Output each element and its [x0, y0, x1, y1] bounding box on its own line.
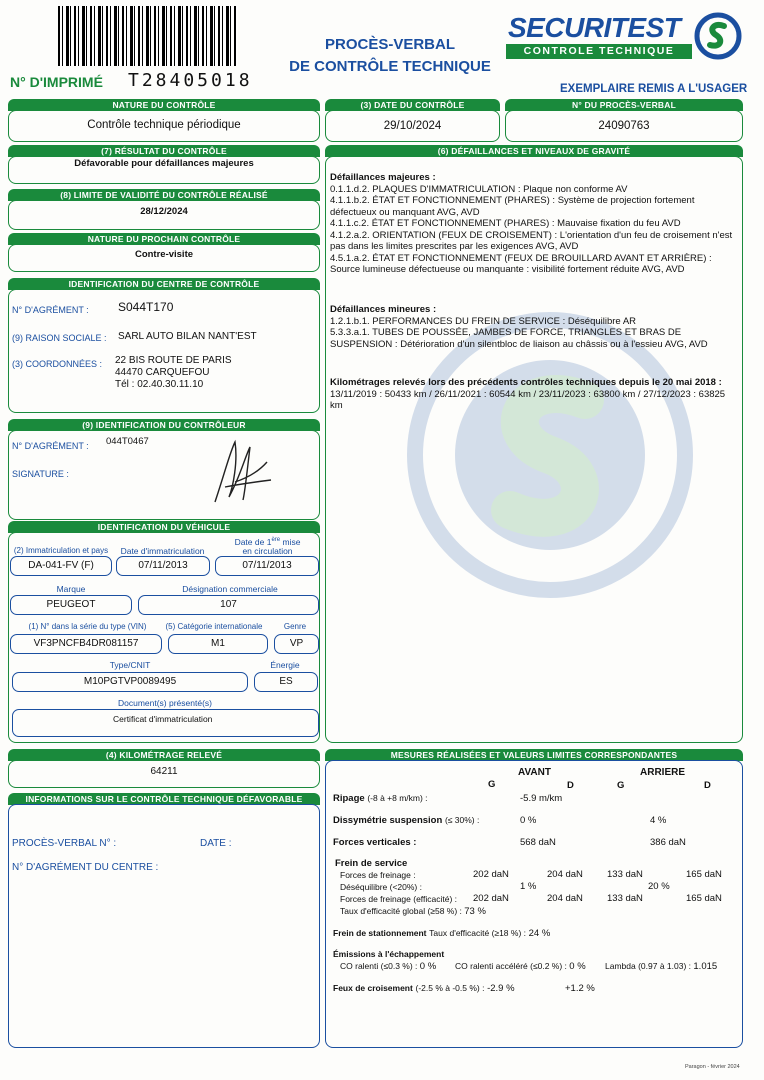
defaillances-mineures	[330, 304, 738, 350]
centre-agrement: S044T170	[118, 300, 174, 314]
vehicule-header: IDENTIFICATION DU VÉHICULE	[8, 521, 320, 533]
marque-label: Marque	[56, 584, 86, 594]
immat-label: (2) Immatriculation et pays	[13, 546, 109, 555]
majeure-item: 4.1.1.c.2. ÉTAT ET FONCTIONNEMENT (PHARES) : Mauvaise fixation du feu AVD	[330, 218, 681, 229]
doc-number: T28405018	[128, 70, 253, 91]
controleur-header: (9) IDENTIFICATION DU CONTRÔLEUR	[8, 419, 320, 431]
designation-field: 107	[138, 595, 319, 615]
date-value: 29/10/2024	[383, 120, 442, 132]
co-value: 0 %	[419, 961, 437, 972]
infos-header: INFORMATIONS SUR LE CONTRÔLE TECHNIQUE DÉFAVORABLE	[8, 793, 320, 805]
nature-header: NATURE DU CONTRÔLE	[8, 99, 320, 111]
centre-coord-label: (3) COORDONNÉES :	[12, 359, 103, 369]
type-field: M10PGTVP0089495	[12, 672, 248, 692]
cat-label: (5) Catégorie internationale	[165, 622, 263, 631]
mineure-item: 1.2.1.b.1. PERFORMANCES DU FREIN DE SERVICE : Déséquilibre AR	[330, 315, 637, 327]
majeure-item: 0.1.1.d.2. PLAQUES D'IMMATRICULATION : Plaque non conforme AV	[330, 183, 628, 195]
infos-date-label: DATE :	[200, 838, 232, 849]
mesures-header: MESURES RÉALISÉES ET VALEURS LIMITES CORRESPONDANTES	[325, 749, 743, 761]
lambda-value: 1.015	[693, 961, 718, 972]
date-immat-field: 07/11/2013	[116, 556, 210, 576]
ff-label: Forces de freinage :	[340, 870, 416, 880]
co-row	[340, 961, 436, 972]
defaillances-majeures	[330, 172, 738, 276]
ff-avg: 202 daN	[473, 869, 509, 880]
fv-av: 568 daN	[520, 837, 556, 848]
controleur-agrement: 044T0467	[106, 436, 149, 447]
taux-value: 73 %	[464, 906, 486, 917]
signature-image	[205, 432, 275, 515]
col-d-av: D	[567, 780, 574, 791]
emis-title: Émissions à l'échappement	[333, 949, 445, 959]
ripage-label: Ripage	[333, 793, 365, 804]
docs-value: Certificat d'immatriculation	[113, 714, 213, 724]
stat-value: 24 %	[528, 928, 551, 939]
date-header: (3) DATE DU CONTRÔLE	[325, 99, 500, 111]
next-header: NATURE DU PROCHAIN CONTRÔLE	[8, 233, 320, 245]
feux-limit: (-2.5 % à -0.5 %) :	[415, 983, 485, 993]
dissy-ar: 4 %	[650, 815, 667, 826]
coa-value: 0 %	[569, 961, 586, 972]
copy-note: EXEMPLAIRE REMIS A L'USAGER	[560, 83, 748, 95]
pv-number-value: 24090763	[598, 120, 650, 132]
defaillances-header: (6) DÉFAILLANCES ET NIVEAUX DE GRAVITÉ	[325, 145, 743, 157]
majeures-title: Défaillances majeures :	[330, 172, 436, 183]
mineures-title: Défaillances mineures :	[330, 304, 437, 315]
majeure-item: 4.5.1.a.2. ÉTAT ET FONCTIONNEMENT (FEUX DE BROUILLARD AVANT ET ARRIÈRE) : Source lumineuse défectueuse ou manquante : visibilité fortement réduite AVG, AVD	[330, 252, 712, 275]
centre-header: IDENTIFICATION DU CENTRE DE CONTRÔLE	[8, 278, 320, 290]
ripage-limit: (-8 à +8 m/km) :	[367, 793, 428, 803]
infos-pv-label: PROCÈS-VERBAL N° :	[12, 838, 117, 849]
immat-field: DA-041-FV (F)	[10, 556, 112, 576]
stat-label: Taux d'efficacité (≥18 %) :	[429, 928, 526, 938]
marque-field: PEUGEOT	[10, 595, 132, 615]
arriere-header: ARRIERE	[640, 767, 686, 778]
result-value: Défavorable pour défaillances majeures	[74, 158, 254, 169]
deseq-av: 1 %	[520, 881, 537, 892]
ff-avd: 204 daN	[547, 869, 583, 880]
barcode	[58, 6, 238, 66]
centre-agrement-label: N° D'AGRÉMENT :	[12, 305, 89, 315]
ffe-label: Forces de freinage (efficacité) :	[340, 894, 458, 904]
majeure-item: 4.1.2.a.2. ORIENTATION (FEUX DE CROISEMENT) : L'orientation d'un feu de croisement n'est pas dans les limites prescrites par les exigences AVG, AVD	[330, 229, 733, 252]
ffe-avd: 204 daN	[547, 893, 583, 904]
energie-field: ES	[254, 672, 318, 692]
brand-logo-icon	[694, 12, 742, 63]
km-history-values: 13/11/2019 : 50433 km / 26/11/2021 : 60544 km / 23/11/2023 : 63800 km / 27/12/2023 : 63825 km	[330, 388, 726, 411]
nature-value: Contrôle technique périodique	[87, 119, 241, 131]
lambda-row	[605, 961, 717, 972]
genre-label: Genre	[283, 622, 307, 631]
km-history	[330, 377, 738, 412]
ripage-row	[333, 793, 428, 804]
km-value: 64211	[150, 766, 178, 777]
designation-label: Désignation commerciale	[182, 584, 278, 594]
centre-addr2: 44470 CARQUEFOU	[115, 367, 210, 378]
km-header: (4) KILOMÉTRAGE RELEVÉ	[8, 749, 320, 761]
taux-label: Taux d'efficacité global (≥58 %) :	[340, 906, 462, 916]
ffe-arg: 133 daN	[607, 893, 643, 904]
footer-note: Paragon - février 2024	[685, 1064, 740, 1070]
first-circ-field: 07/11/2013	[215, 556, 319, 576]
centre-raison-label: (9) RAISON SOCIALE :	[12, 333, 107, 343]
ff-arg: 133 daN	[607, 869, 643, 880]
next-value: Contre-visite	[134, 249, 194, 260]
avant-header: AVANT	[518, 767, 551, 778]
controleur-agrement-label: N° D'AGRÉMENT :	[12, 441, 89, 451]
ripage-value: -5.9 m/km	[520, 793, 563, 804]
brand-tagline: CONTROLE TECHNIQUE	[506, 44, 692, 59]
dissy-label: Dissymétrie suspension	[333, 815, 443, 826]
fv-ar: 386 daN	[650, 837, 686, 848]
centre-addr1: 22 BIS ROUTE DE PARIS	[115, 355, 232, 366]
col-g-av: G	[488, 779, 496, 790]
signature-label: SIGNATURE :	[12, 469, 69, 479]
centre-tel: Tél : 02.40.30.11.10	[115, 379, 204, 390]
ffe-avg: 202 daN	[473, 893, 509, 904]
stat-title: Frein de stationnement	[333, 928, 427, 938]
feux-g: -2.9 %	[487, 983, 515, 994]
majeure-item: 4.1.1.b.2. ÉTAT ET FONCTIONNEMENT (PHARES) : Système de projection fortement défectueux ou manquant AVG, AVD	[330, 195, 695, 218]
deseq-ar: 20 %	[648, 881, 670, 892]
feux-row	[333, 983, 515, 994]
first-circ-label: Date de 1ère mise en circulation	[234, 536, 301, 557]
coa-row	[455, 961, 586, 972]
date-immat-label: Date d'immatriculation	[120, 546, 205, 556]
brand-name: SECURITEST	[508, 12, 681, 43]
validity-header: (8) LIMITE DE VALIDITÉ DU CONTRÔLE RÉALISÉ	[8, 189, 320, 201]
fv-label: Forces verticales :	[333, 837, 417, 848]
title-line2: DE CONTRÔLE TECHNIQUE	[289, 58, 491, 75]
pv-number-header: N° DU PROCÈS-VERBAL	[505, 99, 743, 111]
dissy-av: 0 %	[520, 815, 537, 826]
co-label: CO ralenti (≤0.3 %) :	[340, 961, 418, 971]
centre-raison: SARL AUTO BILAN NANT'EST	[118, 331, 257, 342]
deseq-label: Déséquilibre (<20%) :	[340, 882, 422, 892]
lambda-label: Lambda (0.97 à 1.03) :	[605, 961, 692, 971]
energie-label: Énergie	[270, 660, 300, 670]
infos-agrement-label: N° D'AGRÉMENT DU CENTRE :	[12, 862, 159, 873]
cat-field: M1	[168, 634, 268, 654]
mineure-item: 5.3.3.a.1. TUBES DE POUSSÉE, JAMBES DE FORCE, TRIANGLES ET BRAS DE SUSPENSION : Détérioration d'un silentbloc de liaison au châssis ou à l'essieu AVG, AVD	[330, 327, 708, 350]
col-g-ar: G	[617, 780, 625, 791]
km-history-title: Kilométrages relevés lors des précédents contrôles techniques depuis le 20 mai 2018 :	[330, 377, 722, 388]
dissy-limit: (≤ 30%) :	[444, 815, 480, 825]
col-d-ar: D	[704, 780, 711, 791]
taux-row	[340, 906, 486, 917]
title-line1: PROCÈS-VERBAL	[324, 36, 455, 53]
validity-value: 28/12/2024	[140, 206, 188, 217]
ff-ard: 165 daN	[686, 869, 722, 880]
feux-d: +1.2 %	[565, 983, 595, 994]
vin-field: VF3PNCFB4DR081157	[10, 634, 162, 654]
feux-title: Feux de croisement	[333, 983, 413, 993]
vin-label: (1) N° dans la série du type (VIN)	[28, 622, 147, 631]
genre-field: VP	[274, 634, 319, 654]
docs-label: Document(s) présenté(s)	[117, 698, 212, 708]
stat-row	[333, 928, 550, 939]
dissy-row	[333, 815, 479, 826]
result-header: (7) RÉSULTAT DU CONTRÔLE	[8, 145, 320, 157]
doc-number-label: N° D'IMPRIMÉ	[10, 74, 103, 90]
ffe-ard: 165 daN	[686, 893, 722, 904]
type-label: Type/CNIT	[109, 660, 151, 670]
coa-label: CO ralenti accéléré (≤0.2 %) :	[455, 961, 567, 971]
fs-title: Frein de service	[335, 858, 408, 869]
